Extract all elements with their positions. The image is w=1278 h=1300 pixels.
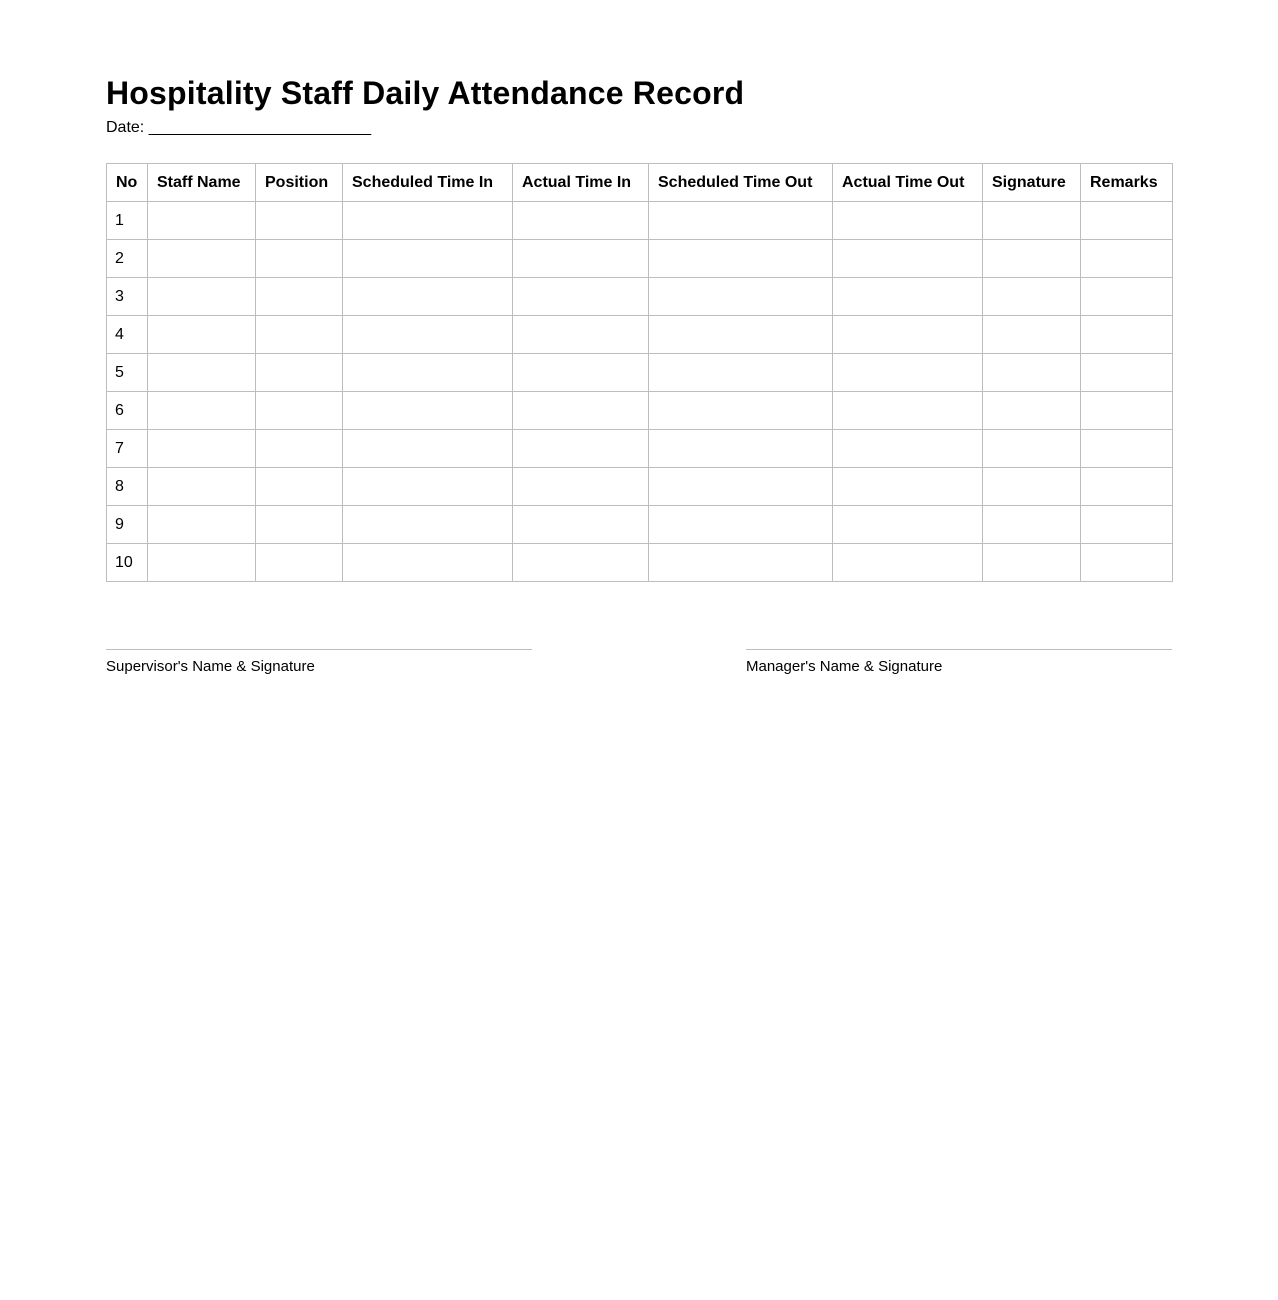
- header-signature: Signature: [983, 164, 1081, 202]
- cell-no: 1: [107, 202, 148, 240]
- cell-no: 9: [107, 506, 148, 544]
- table-row: [107, 316, 1173, 354]
- cell-actual-time-out[interactable]: [833, 468, 983, 506]
- header-no: No: [107, 164, 148, 202]
- cell-scheduled-time-out[interactable]: [649, 468, 833, 506]
- cell-remarks[interactable]: [1081, 202, 1173, 240]
- table-row: [107, 506, 1173, 544]
- table-row: [107, 430, 1173, 468]
- cell-staff-name[interactable]: [148, 544, 256, 582]
- cell-scheduled-time-in[interactable]: [343, 506, 513, 544]
- cell-actual-time-out[interactable]: [833, 506, 983, 544]
- cell-remarks[interactable]: [1081, 240, 1173, 278]
- cell-signature[interactable]: [983, 278, 1081, 316]
- cell-scheduled-time-out[interactable]: [649, 392, 833, 430]
- cell-position[interactable]: [256, 468, 343, 506]
- table-row: [107, 392, 1173, 430]
- table-row: [107, 240, 1173, 278]
- cell-actual-time-in[interactable]: [513, 316, 649, 354]
- cell-actual-time-in[interactable]: [513, 430, 649, 468]
- cell-actual-time-in[interactable]: [513, 506, 649, 544]
- cell-actual-time-out[interactable]: [833, 392, 983, 430]
- cell-no: 2: [107, 240, 148, 278]
- cell-no: 6: [107, 392, 148, 430]
- cell-scheduled-time-in[interactable]: [343, 240, 513, 278]
- cell-no: 8: [107, 468, 148, 506]
- cell-scheduled-time-in[interactable]: [343, 544, 513, 582]
- cell-scheduled-time-in[interactable]: [343, 202, 513, 240]
- cell-signature[interactable]: [983, 468, 1081, 506]
- cell-position[interactable]: [256, 278, 343, 316]
- cell-actual-time-in[interactable]: [513, 278, 649, 316]
- table-row: [107, 278, 1173, 316]
- cell-staff-name[interactable]: [148, 468, 256, 506]
- cell-staff-name[interactable]: [148, 430, 256, 468]
- cell-signature[interactable]: [983, 354, 1081, 392]
- cell-staff-name[interactable]: [148, 316, 256, 354]
- cell-remarks[interactable]: [1081, 392, 1173, 430]
- cell-remarks[interactable]: [1081, 544, 1173, 582]
- cell-remarks[interactable]: [1081, 430, 1173, 468]
- cell-scheduled-time-in[interactable]: [343, 468, 513, 506]
- cell-position[interactable]: [256, 354, 343, 392]
- cell-position[interactable]: [256, 240, 343, 278]
- page-title: Hospitality Staff Daily Attendance Record: [106, 75, 745, 111]
- table-row: [107, 354, 1173, 392]
- cell-staff-name[interactable]: [148, 278, 256, 316]
- cell-actual-time-out[interactable]: [833, 202, 983, 240]
- cell-position[interactable]: [256, 430, 343, 468]
- cell-remarks[interactable]: [1081, 354, 1173, 392]
- cell-scheduled-time-in[interactable]: [343, 392, 513, 430]
- table-header-row: [107, 164, 1173, 202]
- cell-position[interactable]: [256, 506, 343, 544]
- cell-no: 7: [107, 430, 148, 468]
- cell-signature[interactable]: [983, 430, 1081, 468]
- cell-scheduled-time-out[interactable]: [649, 354, 833, 392]
- cell-actual-time-out[interactable]: [833, 354, 983, 392]
- manager-signature-line: [746, 649, 1172, 676]
- date-label: Date:: [106, 119, 145, 136]
- cell-actual-time-in[interactable]: [513, 544, 649, 582]
- header-scheduled-time-in: Scheduled Time In: [343, 164, 513, 202]
- cell-actual-time-out[interactable]: [833, 544, 983, 582]
- header-position: Position: [256, 164, 343, 202]
- cell-actual-time-in[interactable]: [513, 468, 649, 506]
- cell-scheduled-time-in[interactable]: [343, 278, 513, 316]
- cell-actual-time-out[interactable]: [833, 240, 983, 278]
- cell-signature[interactable]: [983, 544, 1081, 582]
- cell-staff-name[interactable]: [148, 354, 256, 392]
- cell-staff-name[interactable]: [148, 240, 256, 278]
- cell-no: 4: [107, 316, 148, 354]
- cell-scheduled-time-out[interactable]: [649, 430, 833, 468]
- date-blank-line[interactable]: _________________________: [148, 119, 372, 136]
- cell-signature[interactable]: [983, 506, 1081, 544]
- header-actual-time-out: Actual Time Out: [833, 164, 983, 202]
- cell-no: 3: [107, 278, 148, 316]
- cell-no: 10: [107, 544, 148, 582]
- cell-signature[interactable]: [983, 316, 1081, 354]
- cell-scheduled-time-out[interactable]: [649, 240, 833, 278]
- cell-actual-time-in[interactable]: [513, 240, 649, 278]
- cell-scheduled-time-out[interactable]: [649, 278, 833, 316]
- cell-position[interactable]: [256, 392, 343, 430]
- header-actual-time-in: Actual Time In: [513, 164, 649, 202]
- table-row: [107, 468, 1173, 506]
- cell-remarks[interactable]: [1081, 468, 1173, 506]
- attendance-table: [106, 163, 1173, 582]
- cell-scheduled-time-out[interactable]: [649, 544, 833, 582]
- cell-remarks[interactable]: [1081, 278, 1173, 316]
- attendance-form: [106, 74, 1172, 675]
- table-row: [107, 544, 1173, 582]
- cell-signature[interactable]: [983, 392, 1081, 430]
- cell-actual-time-in[interactable]: [513, 392, 649, 430]
- cell-actual-time-out[interactable]: [833, 430, 983, 468]
- cell-scheduled-time-in[interactable]: [343, 316, 513, 354]
- cell-actual-time-out[interactable]: [833, 316, 983, 354]
- cell-actual-time-out[interactable]: [833, 278, 983, 316]
- cell-scheduled-time-out[interactable]: [649, 316, 833, 354]
- cell-no: 5: [107, 354, 148, 392]
- header-scheduled-time-out: Scheduled Time Out: [649, 164, 833, 202]
- cell-scheduled-time-in[interactable]: [343, 430, 513, 468]
- cell-remarks[interactable]: [1081, 316, 1173, 354]
- cell-position[interactable]: [256, 316, 343, 354]
- header-remarks: Remarks: [1081, 164, 1173, 202]
- cell-position[interactable]: [256, 202, 343, 240]
- supervisor-signature-line: [106, 649, 532, 676]
- cell-position[interactable]: [256, 544, 343, 582]
- manager-signature-label: Manager's Name & Signature: [746, 658, 943, 675]
- cell-scheduled-time-in[interactable]: [343, 354, 513, 392]
- cell-signature[interactable]: [983, 202, 1081, 240]
- date-field: [106, 118, 1172, 138]
- cell-scheduled-time-out[interactable]: [649, 202, 833, 240]
- cell-actual-time-in[interactable]: [513, 354, 649, 392]
- cell-actual-time-in[interactable]: [513, 202, 649, 240]
- cell-staff-name[interactable]: [148, 506, 256, 544]
- table-row: [107, 202, 1173, 240]
- header-staff-name: Staff Name: [148, 164, 256, 202]
- cell-remarks[interactable]: [1081, 506, 1173, 544]
- cell-staff-name[interactable]: [148, 202, 256, 240]
- cell-staff-name[interactable]: [148, 392, 256, 430]
- cell-scheduled-time-out[interactable]: [649, 506, 833, 544]
- supervisor-signature-label: Supervisor's Name & Signature: [106, 658, 315, 675]
- cell-signature[interactable]: [983, 240, 1081, 278]
